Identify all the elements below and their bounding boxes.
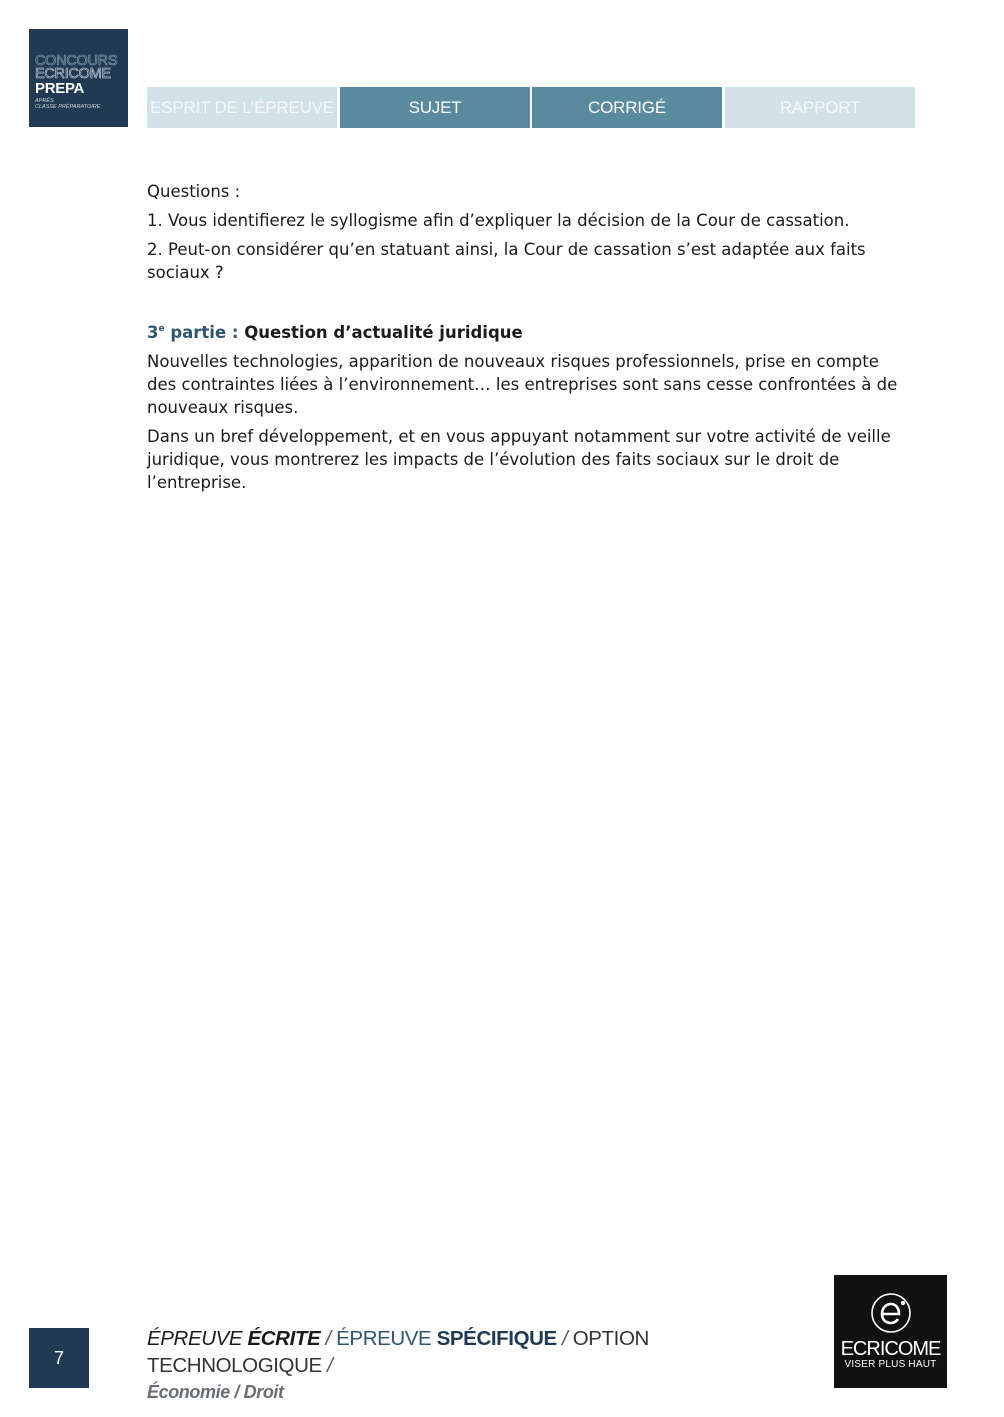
document-body: [147, 180, 907, 500]
questions-heading: Questions :: [147, 182, 241, 201]
brand-name: ECRICOME: [840, 1338, 941, 1360]
question-2: 2. Peut-on considérer qu’en statuant ainsi, la Cour de cassation s’est adaptée aux faits sociaux ?: [147, 240, 866, 282]
section-title: Question d’actualité juridique: [244, 323, 523, 342]
concours-ecricome-prepa-logo: [29, 29, 128, 127]
footer-line-2: Économie / Droit: [147, 1382, 284, 1402]
footer-exam-info: [147, 1325, 807, 1406]
tab-esprit-de-l-epreuve[interactable]: ESPRIT DE L’ÉPREUVE: [147, 87, 337, 128]
paragraph-1: Nouvelles technologies, apparition de nouveaux risques professionnels, prise en compte des contraintes liées à l’environnement… les entreprises sont sans cesse confrontées à de nouveaux risques.: [147, 352, 898, 417]
ecricome-brand-logo: [834, 1275, 947, 1388]
paragraph-2: Dans un bref développement, et en vous appuyant notamment sur votre activité de veille juridique, vous montrerez les impacts de l’évolution des faits sociaux sur le droit de l’entreprise.: [147, 427, 891, 492]
brand-tagline: VISER PLUS HAUT: [844, 1359, 937, 1370]
tab-corrige[interactable]: CORRIGÉ: [532, 87, 722, 128]
section-3-heading: [147, 318, 907, 344]
logo-line-ecricome: ECRICOME: [35, 66, 111, 82]
tab-rapport[interactable]: RAPPORT: [725, 87, 915, 128]
logo-line-prepa: PREPA: [35, 80, 85, 97]
footer-line-1: ÉPREUVE ÉCRITE / ÉPREUVE SPÉCIFIQUE / OPTION TECHNOLOGIQUE /: [147, 1327, 649, 1377]
ecricome-e-icon: [869, 1291, 913, 1335]
section-tabs: [147, 87, 915, 128]
logo-line-classe: CLASSE PRÉPARATOIRE: [35, 104, 101, 110]
logo-line-concours: CONCOURS: [35, 53, 118, 69]
question-1: 1. Vous identifierez le syllogisme afin d’expliquer la décision de la Cour de cassation.: [147, 211, 850, 230]
tab-sujet[interactable]: SUJET: [340, 87, 530, 128]
logo-line-apres: APRÈS: [35, 98, 54, 104]
page-number: 7: [29, 1328, 89, 1388]
section-number: 3e partie :: [147, 323, 245, 342]
